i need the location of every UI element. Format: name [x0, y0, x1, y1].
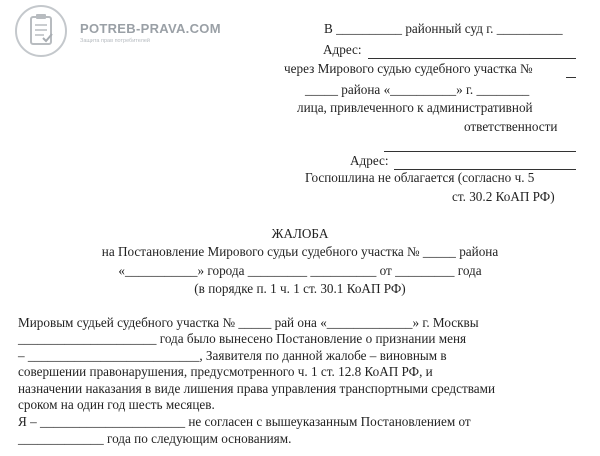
- via-blank-line: [566, 77, 576, 78]
- district-line: _____ района «__________» г. ________: [305, 82, 530, 97]
- court-line: В __________ районный суд г. __________: [324, 21, 563, 36]
- heading-line-1: на Постановление Мирового судьи судебного участка № _____ района: [101, 244, 499, 259]
- document-heading: ЖАЛОБА: [271, 226, 329, 241]
- document-clipboard-icon: [14, 4, 68, 58]
- via-line: через Мирового судью судебного участка №: [284, 61, 533, 76]
- address2-label: Адрес:: [350, 153, 389, 168]
- body-line-7: Я – ______________________ не согласен с вышеуказанным Постановлением от: [18, 414, 471, 429]
- watermark-site-name: POTREB-PRAVA.COM: [80, 21, 221, 36]
- body-line-4: совершении правонарушения, предусмотренного ч. 1 ст. 12.8 КоАП РФ, и: [18, 364, 433, 379]
- address-blank-line: [368, 58, 576, 59]
- watermark-tagline: Защита прав потребителей: [80, 38, 150, 44]
- body-line-8: _____________ года по следующим основаниям.: [18, 431, 292, 446]
- body-line-1: Мировым судьей судебного участка № _____ рай она «_____________» г. Москвы: [18, 315, 479, 330]
- body-line-6: сроком на один год шесть месяцев.: [18, 397, 215, 412]
- heading-line-2: «___________» города _________ __________ от _________ года: [118, 263, 482, 278]
- name-blank-line: [384, 151, 576, 152]
- watermark-logo: [14, 4, 254, 60]
- responsibility-line: ответственности: [464, 119, 558, 134]
- address-label: Адрес:: [323, 42, 362, 57]
- duty-reference: ст. 30.2 КоАП РФ): [452, 189, 555, 204]
- body-line-3: – __________________________, Заявителя по данной жалобе – виновным в: [18, 348, 447, 363]
- duty-line: Госпошлина не облагается (согласно ч. 5: [305, 170, 535, 185]
- body-line-5: назначении наказания в виде лишения права управления транспортными средствами: [18, 381, 496, 396]
- person-line: лица, привлеченного к административной: [297, 100, 533, 115]
- heading-line-3: (в порядке п. 1 ч. 1 ст. 30.1 КоАП РФ): [194, 281, 406, 296]
- body-line-2: _____________________ года было вынесено Постановление о признании меня: [18, 331, 467, 346]
